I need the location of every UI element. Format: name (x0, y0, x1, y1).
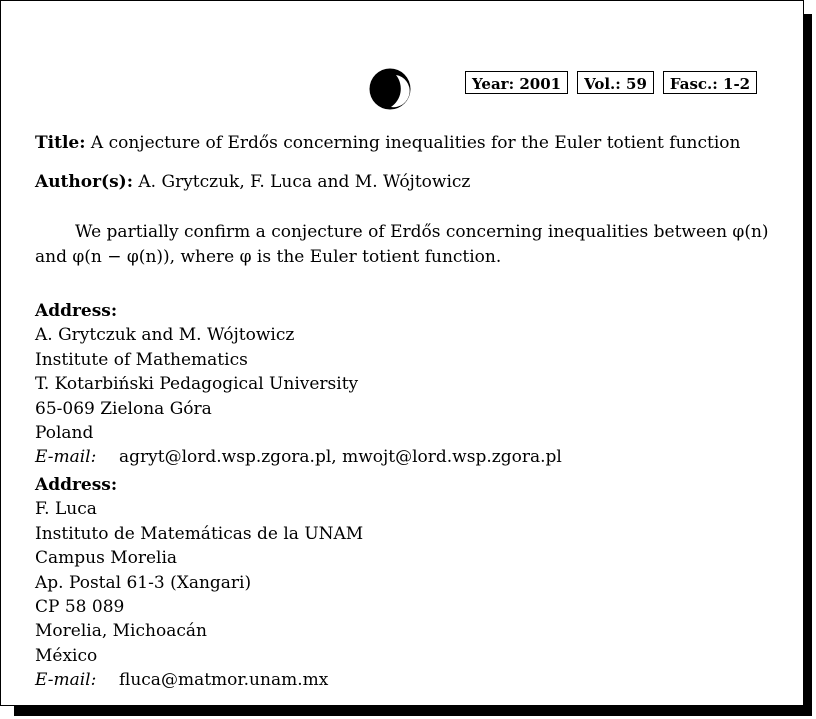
abstract-text-1: We partially confirm a conjecture of Erdős concerning inequalities between φ(n) (75, 222, 769, 242)
fascicle-badge: Fasc.: 1-2 (663, 71, 757, 94)
address-label: Address: (35, 301, 118, 321)
address-line: A. Grytczuk and M. Wójtowicz (35, 325, 295, 346)
address-line: Morelia, Michoacán (35, 621, 207, 642)
address-block-2 (35, 473, 363, 693)
email-row (35, 668, 363, 692)
email-label: E-mail: (35, 670, 97, 691)
abstract-line-2: and φ(n − φ(n)), where φ is the Euler totient function. (35, 247, 502, 267)
email-link[interactable]: fluca@matmor.unam.mx (119, 670, 329, 691)
authors-label: Author(s): (35, 172, 133, 192)
address-line: Ap. Postal 61-3 (Xangari) (35, 572, 252, 593)
address-line: 65-069 Zielona Góra (35, 398, 212, 419)
address-line: Poland (35, 423, 94, 444)
paper-title: A conjecture of Erdős concerning inequalities for the Euler totient function (90, 133, 741, 153)
title-line (35, 133, 740, 153)
address-line: Institute of Mathematics (35, 349, 248, 370)
address-line: Instituto de Matemáticas de la UNAM (35, 523, 364, 544)
email-row (35, 445, 562, 469)
year-badge: Year: 2001 (465, 71, 568, 94)
volume-badge: Vol.: 59 (577, 71, 654, 94)
authors-line (35, 172, 470, 192)
address-line: México (35, 645, 98, 666)
authors-list: A. Grytczuk, F. Luca and M. Wójtowicz (138, 172, 471, 192)
address-block-1 (35, 299, 562, 470)
address-line: F. Luca (35, 499, 97, 520)
issue-info (465, 71, 757, 94)
address-label: Address: (35, 475, 118, 495)
journal-logo-icon (369, 67, 411, 111)
address-line: Campus Morelia (35, 548, 178, 569)
title-label: Title: (35, 133, 86, 153)
address-line: T. Kotarbiński Pedagogical University (35, 374, 359, 395)
email-label: E-mail: (35, 447, 97, 468)
abstract-line-1 (35, 220, 775, 245)
email-link[interactable]: agryt@lord.wsp.zgora.pl, mwojt@lord.wsp.zgora.pl (119, 447, 562, 468)
abstract (35, 220, 775, 270)
address-line: CP 58 089 (35, 597, 125, 618)
